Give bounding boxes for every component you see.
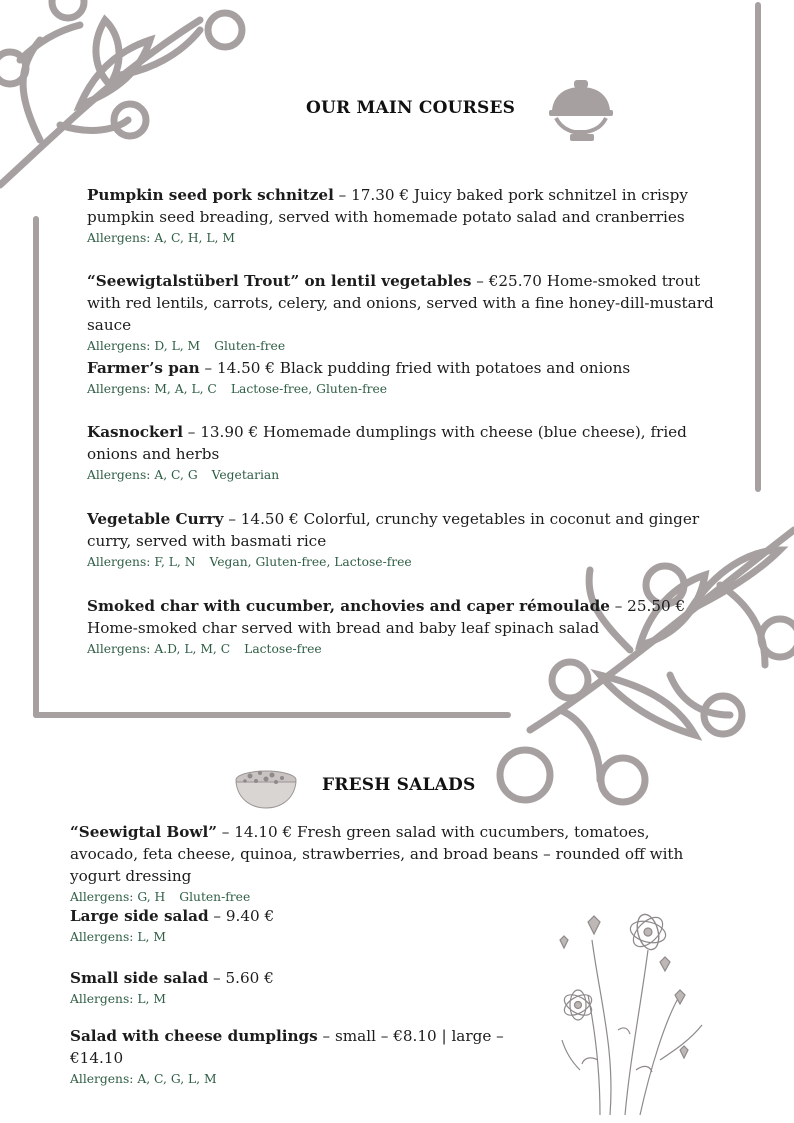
- item-description: Home-smoked trout with red lentils, carrots, celery, and onions, served with a fine honey-dill-mustard sauce: [87, 272, 714, 334]
- allergen-codes: Allergens: A, C, G: [87, 468, 198, 482]
- item-allergens: [87, 552, 727, 572]
- cloche-icon: [546, 78, 616, 144]
- menu-item: “Seewigtalstüberl Trout” on lentil vegetables – €25.70 Home-smoked trout with red lentils, carrots, celery, and onions, served with a fine honey-dill-mustard sauce Allergens: D, L, M Gluten-free: [87, 270, 727, 356]
- diet-tags: Vegetarian: [211, 468, 280, 482]
- item-allergens: [87, 336, 727, 356]
- menu-item: Kasnockerl – 13.90 € Homemade dumplings with cheese (blue cheese), fried onions and herbs Allergens: A, C, G Vegetarian: [87, 421, 727, 485]
- item-name: Pumpkin seed pork schnitzel: [87, 186, 334, 204]
- item-allergens: [87, 465, 727, 485]
- item-price: 25.50 €: [627, 597, 686, 615]
- item-name: Vegetable Curry: [87, 510, 224, 528]
- allergen-codes: Allergens: A, C, G, L, M: [70, 1072, 217, 1086]
- menu-item: Small side salad – 5.60 € Allergens: L, M: [70, 967, 530, 1009]
- item-description: Home-smoked char served with bread and baby leaf spinach salad: [87, 619, 600, 637]
- allergen-codes: Allergens: G, H: [70, 890, 166, 904]
- diet-tags: Lactose-free, Gluten-free: [230, 382, 388, 396]
- item-name: Kasnockerl: [87, 423, 183, 441]
- item-allergens: [87, 228, 727, 248]
- item-allergens: [70, 1069, 540, 1089]
- item-name: “Seewigtalstüberl Trout” on lentil vegetables: [87, 272, 472, 290]
- item-name: Salad with cheese dumplings: [70, 1027, 318, 1045]
- item-name: “Seewigtal Bowl”: [70, 823, 217, 841]
- menu-item: Smoked char with cucumber, anchovies and caper rémoulade – 25.50 € Home-smoked char served with bread and baby leaf spinach salad Allergens: A.D, L, M, C Lactose-free: [87, 595, 732, 659]
- item-price: 14.50 €: [216, 359, 275, 377]
- item-price: 5.60 €: [225, 969, 274, 987]
- item-description: Homemade dumplings with cheese (blue cheese), fried onions and herbs: [87, 423, 687, 463]
- diet-tags: Gluten-free: [214, 339, 286, 353]
- menu-item: Salad with cheese dumplings – small – €8.10 | large – €14.10 Allergens: A, C, G, L, M: [70, 1025, 540, 1089]
- allergen-codes: Allergens: D, L, M: [87, 339, 201, 353]
- cosmos-flowers-icon: [540, 900, 715, 1120]
- item-allergens: [70, 989, 530, 1009]
- frame-bottom-line: [33, 712, 511, 718]
- item-allergens: [87, 379, 727, 399]
- main-courses-title: OUR MAIN COURSES: [306, 98, 516, 118]
- item-price: 9.40 €: [225, 907, 275, 925]
- menu-item: Pumpkin seed pork schnitzel – 17.30 € Juicy baked pork schnitzel in crispy pumpkin seed breading, served with homemade potato salad and cranberries Allergens: A, C, H, L, M: [87, 184, 727, 248]
- diet-tags: Lactose-free: [244, 642, 322, 656]
- item-price: small – €8.10 | large – €14.10: [70, 1027, 504, 1067]
- leaf-branch-icon: [0, 0, 260, 200]
- item-description: Black pudding fried with potatoes and onions: [279, 359, 631, 377]
- menu-item: “Seewigtal Bowl” – 14.10 € Fresh green salad with cucumbers, tomatoes, avocado, feta cheese, quinoa, strawberries, and broad beans – rounded off with yogurt dressing Allergens: G, H Gluten-free: [70, 821, 710, 907]
- allergen-codes: Allergens: F, L, N: [87, 555, 196, 569]
- menu-item: Farmer’s pan – 14.50 € Black pudding fried with potatoes and onions Allergens: M, A, L, C Lactose-free, Gluten-free: [87, 357, 727, 399]
- allergen-codes: Allergens: L, M: [70, 992, 166, 1006]
- menu-item: Large side salad – 9.40 € Allergens: L, M: [70, 905, 530, 947]
- diet-tags: Gluten-free: [179, 890, 251, 904]
- item-description: Juicy baked pork schnitzel in crispy pumpkin seed breading, served with homemade potato salad and cranberries: [87, 186, 688, 226]
- menu-item: Vegetable Curry – 14.50 € Colorful, crunchy vegetables in coconut and ginger curry, served with basmati rice Allergens: F, L, N Vegan, Gluten-free, Lactose-free: [87, 508, 727, 572]
- item-description: Fresh green salad with cucumbers, tomatoes, avocado, feta cheese, quinoa, strawberries, and broad beans – rounded off with yogurt dressing: [70, 823, 684, 885]
- item-price: 14.50 €: [240, 510, 299, 528]
- item-description: Colorful, crunchy vegetables in coconut and ginger curry, served with basmati rice: [87, 510, 700, 550]
- item-name: Smoked char with cucumber, anchovies and caper rémoulade: [87, 597, 610, 615]
- frame-left-line: [33, 216, 39, 718]
- allergen-codes: Allergens: A, C, H, L, M: [87, 231, 235, 245]
- item-allergens: [87, 639, 732, 659]
- item-name: Small side salad: [70, 969, 209, 987]
- frame-right-line: [755, 2, 761, 492]
- salads-title: FRESH SALADS: [322, 775, 476, 795]
- allergen-codes: Allergens: A.D, L, M, C: [87, 642, 231, 656]
- item-price: €25.70: [488, 272, 542, 290]
- diet-tags: Vegan, Gluten-free, Lactose-free: [209, 555, 412, 569]
- item-name: Large side salad: [70, 907, 209, 925]
- item-price: 17.30 €: [351, 186, 410, 204]
- item-price: 13.90 €: [200, 423, 259, 441]
- allergen-codes: Allergens: M, A, L, C: [87, 382, 217, 396]
- allergen-codes: Allergens: L, M: [70, 930, 166, 944]
- item-allergens: [70, 927, 530, 947]
- item-price: 14.10 €: [234, 823, 293, 841]
- item-name: Farmer’s pan: [87, 359, 200, 377]
- salad-bowl-icon: [230, 764, 302, 812]
